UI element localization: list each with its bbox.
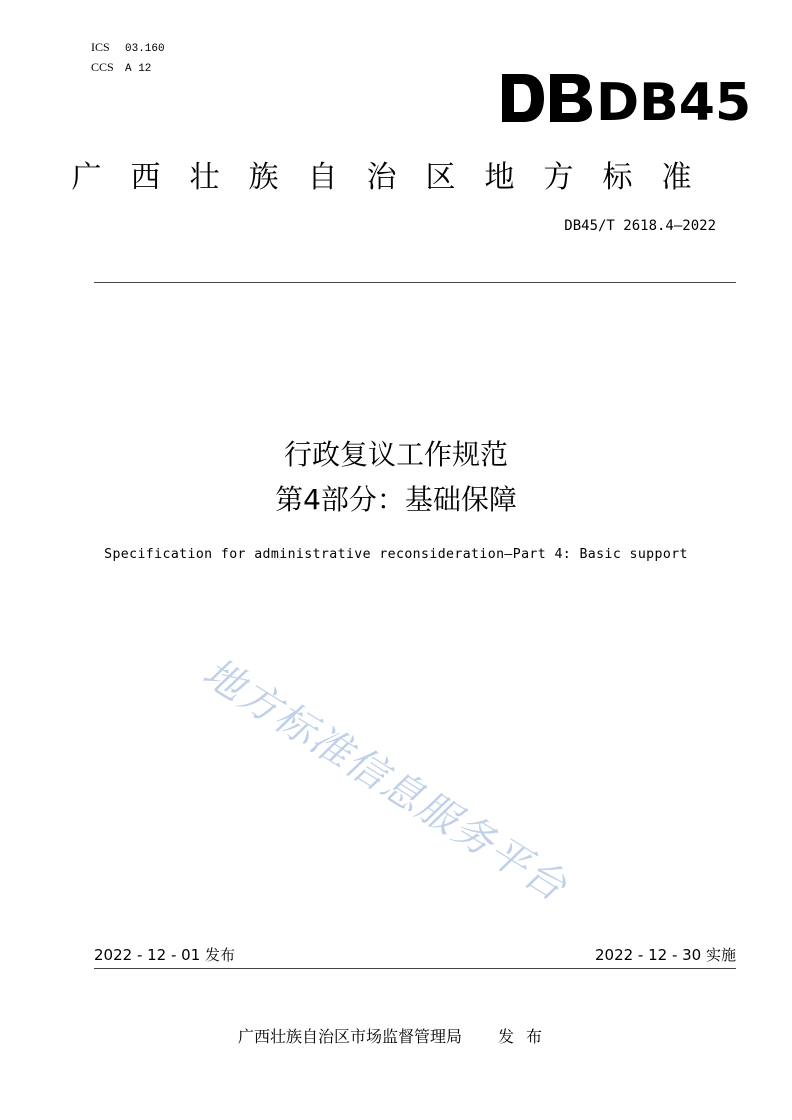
publisher-action: 发布 [498, 1027, 555, 1046]
logo-text: DB45 [596, 73, 752, 133]
watermark [190, 640, 670, 940]
ccs-code: A 12 [125, 63, 152, 75]
publisher-line [0, 1024, 792, 1047]
title-en: Specification for administrative reconsideration—Part 4: Basic support [104, 547, 688, 562]
publisher-name: 广西壮族自治区市场监督管理局 [237, 1027, 462, 1046]
ics-code: 03.160 [125, 43, 165, 55]
ics-label: ICS [91, 40, 110, 54]
ccs-line [91, 60, 151, 76]
authority-title: 广西壮族自治区地方标准 [71, 160, 721, 195]
title-zh-line1: 行政复议工作规范 [283, 438, 508, 471]
title-zh-line2: 第4部分：基础保障 [275, 483, 517, 516]
effective-date: 2022 - 12 - 30 实施 [594, 946, 736, 964]
header-divider [94, 282, 736, 283]
issue-date: 2022 - 12 - 01 发布 [94, 946, 236, 964]
ccs-label: CCS [91, 60, 114, 74]
ics-line [91, 40, 165, 56]
watermark-text: 地方标准信息服务平台 [194, 649, 576, 912]
db45-logo [500, 70, 752, 133]
standard-number: DB45/T 2618.4—2022 [564, 218, 716, 234]
footer-divider [94, 968, 736, 969]
